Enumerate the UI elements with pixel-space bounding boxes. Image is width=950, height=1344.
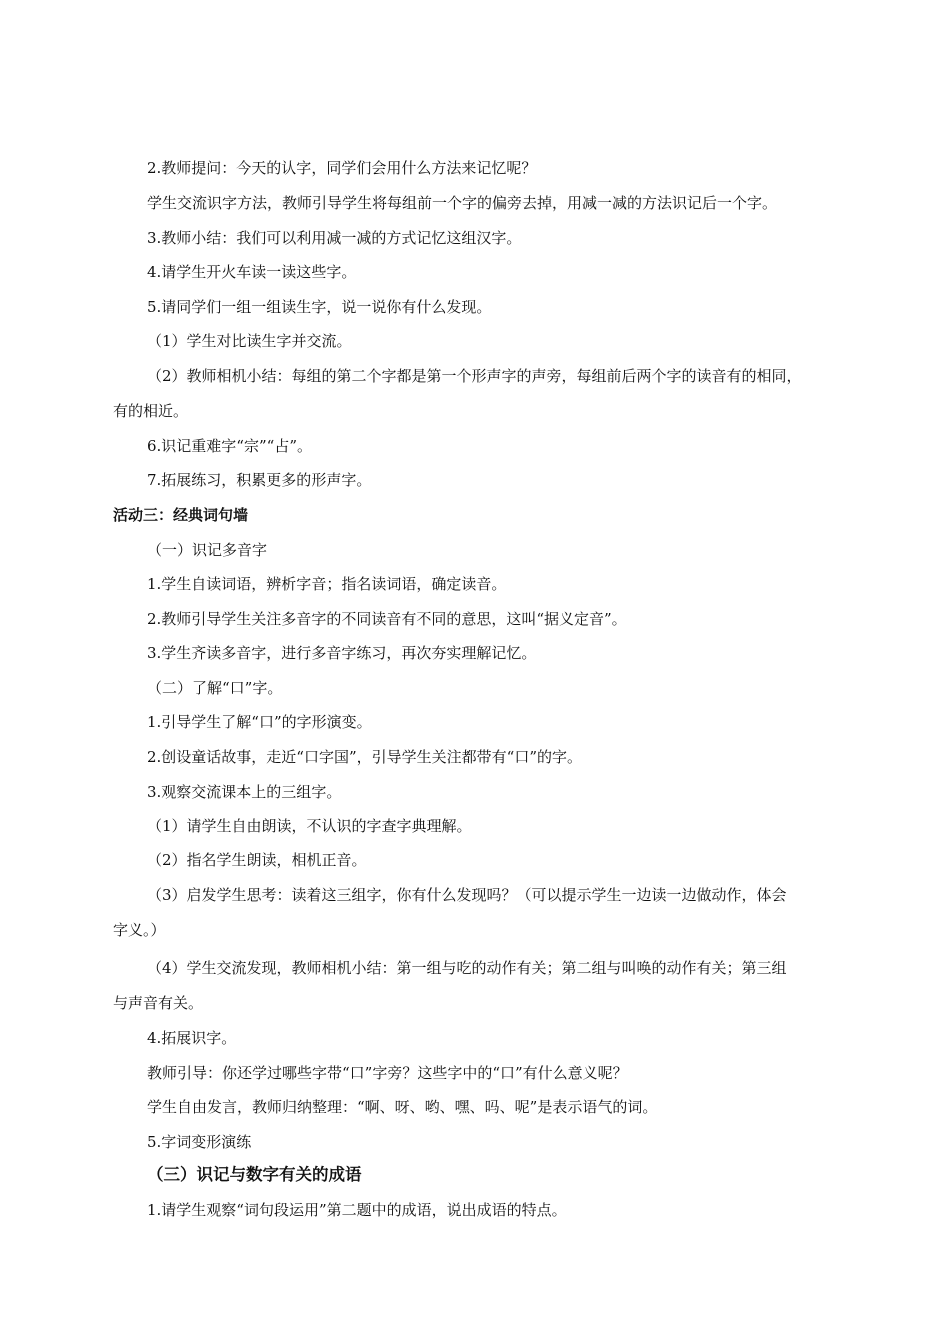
paragraph-line: 7.拓展练习，积累更多的形声字。	[147, 471, 372, 489]
paragraph-line: 与声音有关。	[113, 994, 204, 1012]
paragraph-line: 字义。）	[113, 921, 166, 939]
paragraph-line: 3.观察交流课本上的三组字。	[147, 783, 342, 801]
paragraph-line: （1）学生对比读生字并交流。	[147, 332, 352, 350]
paragraph-line: 2.创设童话故事，走近“口字国”，引导学生关注都带有“口”的字。	[147, 748, 582, 766]
paragraph-line: 教师引导：你还学过哪些字带“口”字旁？这些字中的“口”有什么意义呢？	[147, 1064, 628, 1082]
paragraph-line: （2）指名学生朗读，相机正音。	[147, 851, 367, 869]
paragraph-line: 学生交流识字方法，教师引导学生将每组前一个字的偏旁去掉，用减一减的方法识记后一个字。	[147, 194, 778, 212]
paragraph-line: （4）学生交流发现，教师相机小结：第一组与吃的动作有关；第二组与叫唤的动作有关；第三组	[147, 959, 787, 977]
paragraph-line: 3.教师小结：我们可以利用减一减的方式记忆这组汉字。	[147, 229, 522, 247]
paragraph-line: 5.请同学们一组一组读生字，说一说你有什么发现。	[147, 298, 492, 316]
paragraph-line: 学生自由发言，教师归纳整理：“啊、呀、哟、嘿、吗、呢”是表示语气的词。	[147, 1098, 658, 1116]
subsection-heading: （一）识记多音字	[147, 541, 268, 559]
subsection-heading: （二）了解“口”字。	[147, 679, 283, 697]
paragraph-line: 有的相近。	[113, 402, 189, 420]
paragraph-line: 4.请学生开火车读一读这些字。	[147, 263, 357, 281]
paragraph-line: 1.请学生观察“词句段运用”第二题中的成语，说出成语的特点。	[147, 1201, 567, 1219]
paragraph-line: 2.教师提问：今天的认字，同学们会用什么方法来记忆呢？	[147, 159, 537, 177]
paragraph-line: 5.字词变形演练	[147, 1133, 252, 1151]
paragraph-line: 1.引导学生了解“口”的字形演变。	[147, 713, 372, 731]
paragraph-line: （1）请学生自由朗读，不认识的字查字典理解。	[147, 817, 472, 835]
paragraph-line: 4.拓展识字。	[147, 1029, 237, 1047]
paragraph-line: （2）教师相机小结：每组的第二个字都是第一个形声字的声旁，每组前后两个字的读音有的相同，	[147, 367, 802, 385]
subsection-heading: （三）识记与数字有关的成语	[147, 1165, 362, 1184]
paragraph-line: 3.学生齐读多音字，进行多音字练习，再次夯实理解记忆。	[147, 644, 537, 662]
section-heading: 活动三：经典词句墙	[113, 506, 249, 524]
paragraph-line: 2.教师引导学生关注多音字的不同读音有不同的意思，这叫“据义定音”。	[147, 610, 627, 628]
paragraph-line: 6.识记重难字“宗”“占”。	[147, 437, 312, 455]
paragraph-line: 1.学生自读词语，辨析字音；指名读词语，确定读音。	[147, 575, 507, 593]
paragraph-line: （3）启发学生思考：读着这三组字，你有什么发现吗？（可以提示学生一边读一边做动作，体会	[147, 886, 787, 904]
